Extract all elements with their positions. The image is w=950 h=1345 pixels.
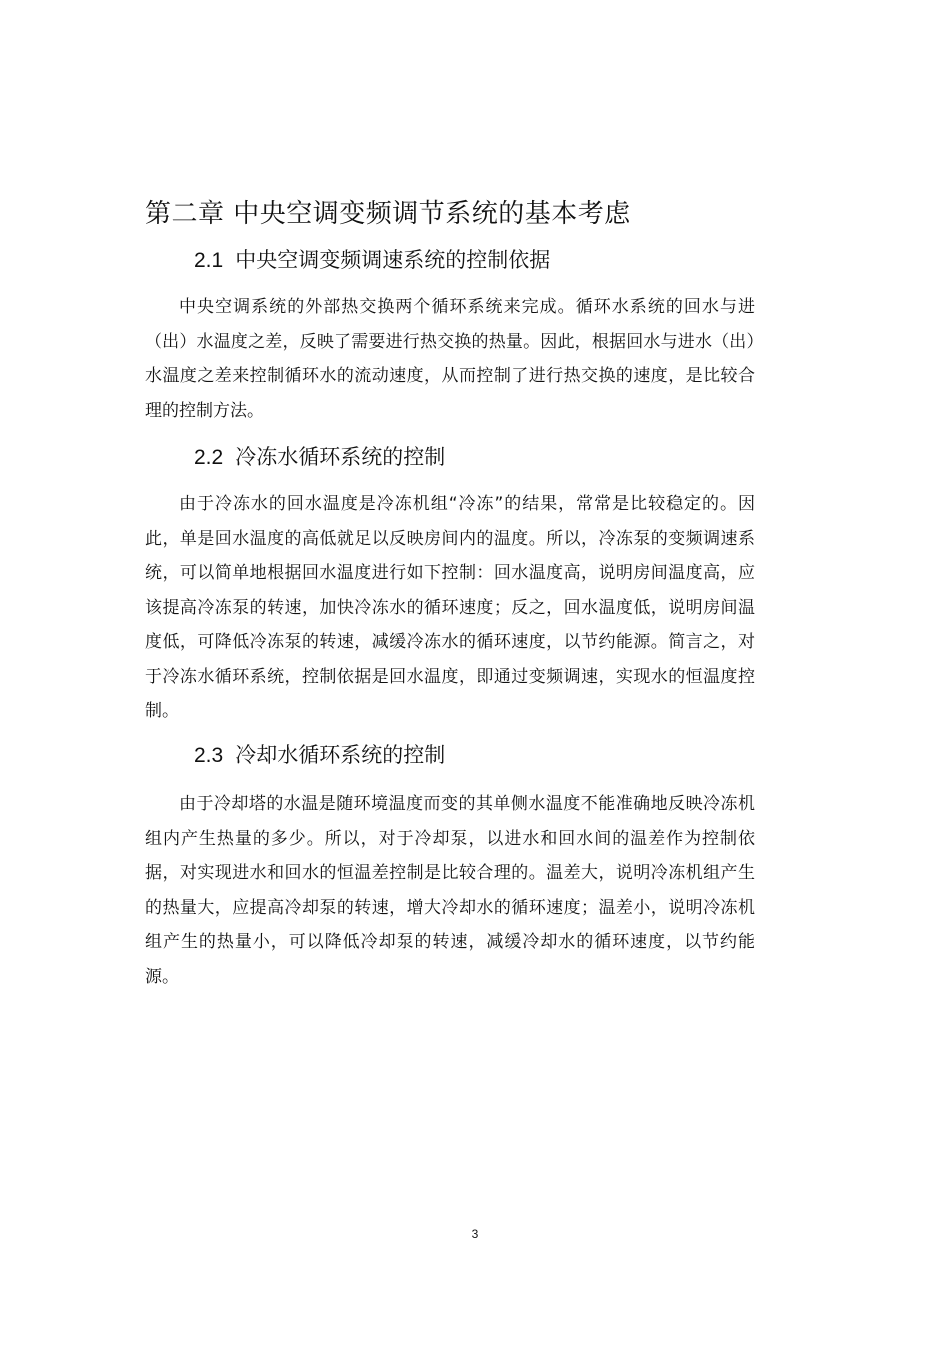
page-number: 3 (471, 1227, 479, 1241)
section-number: 2.2 (194, 446, 224, 469)
section-number: 2.1 (194, 249, 224, 272)
section-paragraph-2-3: 由于冷却塔的水温是随环境温度而变的其单侧水温度不能准确地反映冷冻机组内产生热量的多少。所以，对于冷却泵，以进水和回水间的温差作为控制依据，对实现进水和回水的恒温差控制是比较合理的。温差大，说明冷冻机组产生的热量大，应提高冷却泵的转速，增大冷却水的循环速度；温差小，说明冷冻机组产生的热量小，可以降低冷却泵的转速，减缓冷却水的循环速度，以节约能源。 (145, 794, 755, 987)
section-heading-2-2 (194, 442, 445, 473)
section-paragraph-2-1: 中央空调系统的外部热交换两个循环系统来完成。循环水系统的回水与进（出）水温度之差，反映了需要进行热交换的热量。因此，根据回水与进水（出）水温度之差来控制循环水的流动速度，从而控制了进行热交换的速度，是比较合理的控制方法。 (145, 297, 755, 421)
section-title: 中央空调变频调速系统的控制依据 (235, 248, 551, 272)
chapter-title: 第二章 中央空调变频调节系统的基本考虑 (145, 199, 631, 229)
section-paragraph-2-2: 由于冷冻水的回水温度是冷冻机组“冷冻”的结果，常常是比较稳定的。因此，单是回水温度的高低就足以反映房间内的温度。所以，冷冻泵的变频调速系统，可以简单地根据回水温度进行如下控制：回水温度高，说明房间温度高，应该提高冷冻泵的转速，加快冷冻水的循环速度；反之，回水温度低，说明房间温度低，可降低冷冻泵的转速，减缓冷冻水的循环速度，以节约能源。简言之，对于冷冻水循环系统，控制依据是回水温度，即通过变频调速，实现水的恒温度控制。 (145, 494, 755, 721)
section-title: 冷却水循环系统的控制 (235, 743, 446, 767)
section-heading-2-3 (194, 740, 445, 771)
section-number: 2.3 (194, 744, 224, 767)
section-title: 冷冻水循环系统的控制 (235, 445, 446, 469)
section-heading-2-1 (194, 245, 550, 276)
